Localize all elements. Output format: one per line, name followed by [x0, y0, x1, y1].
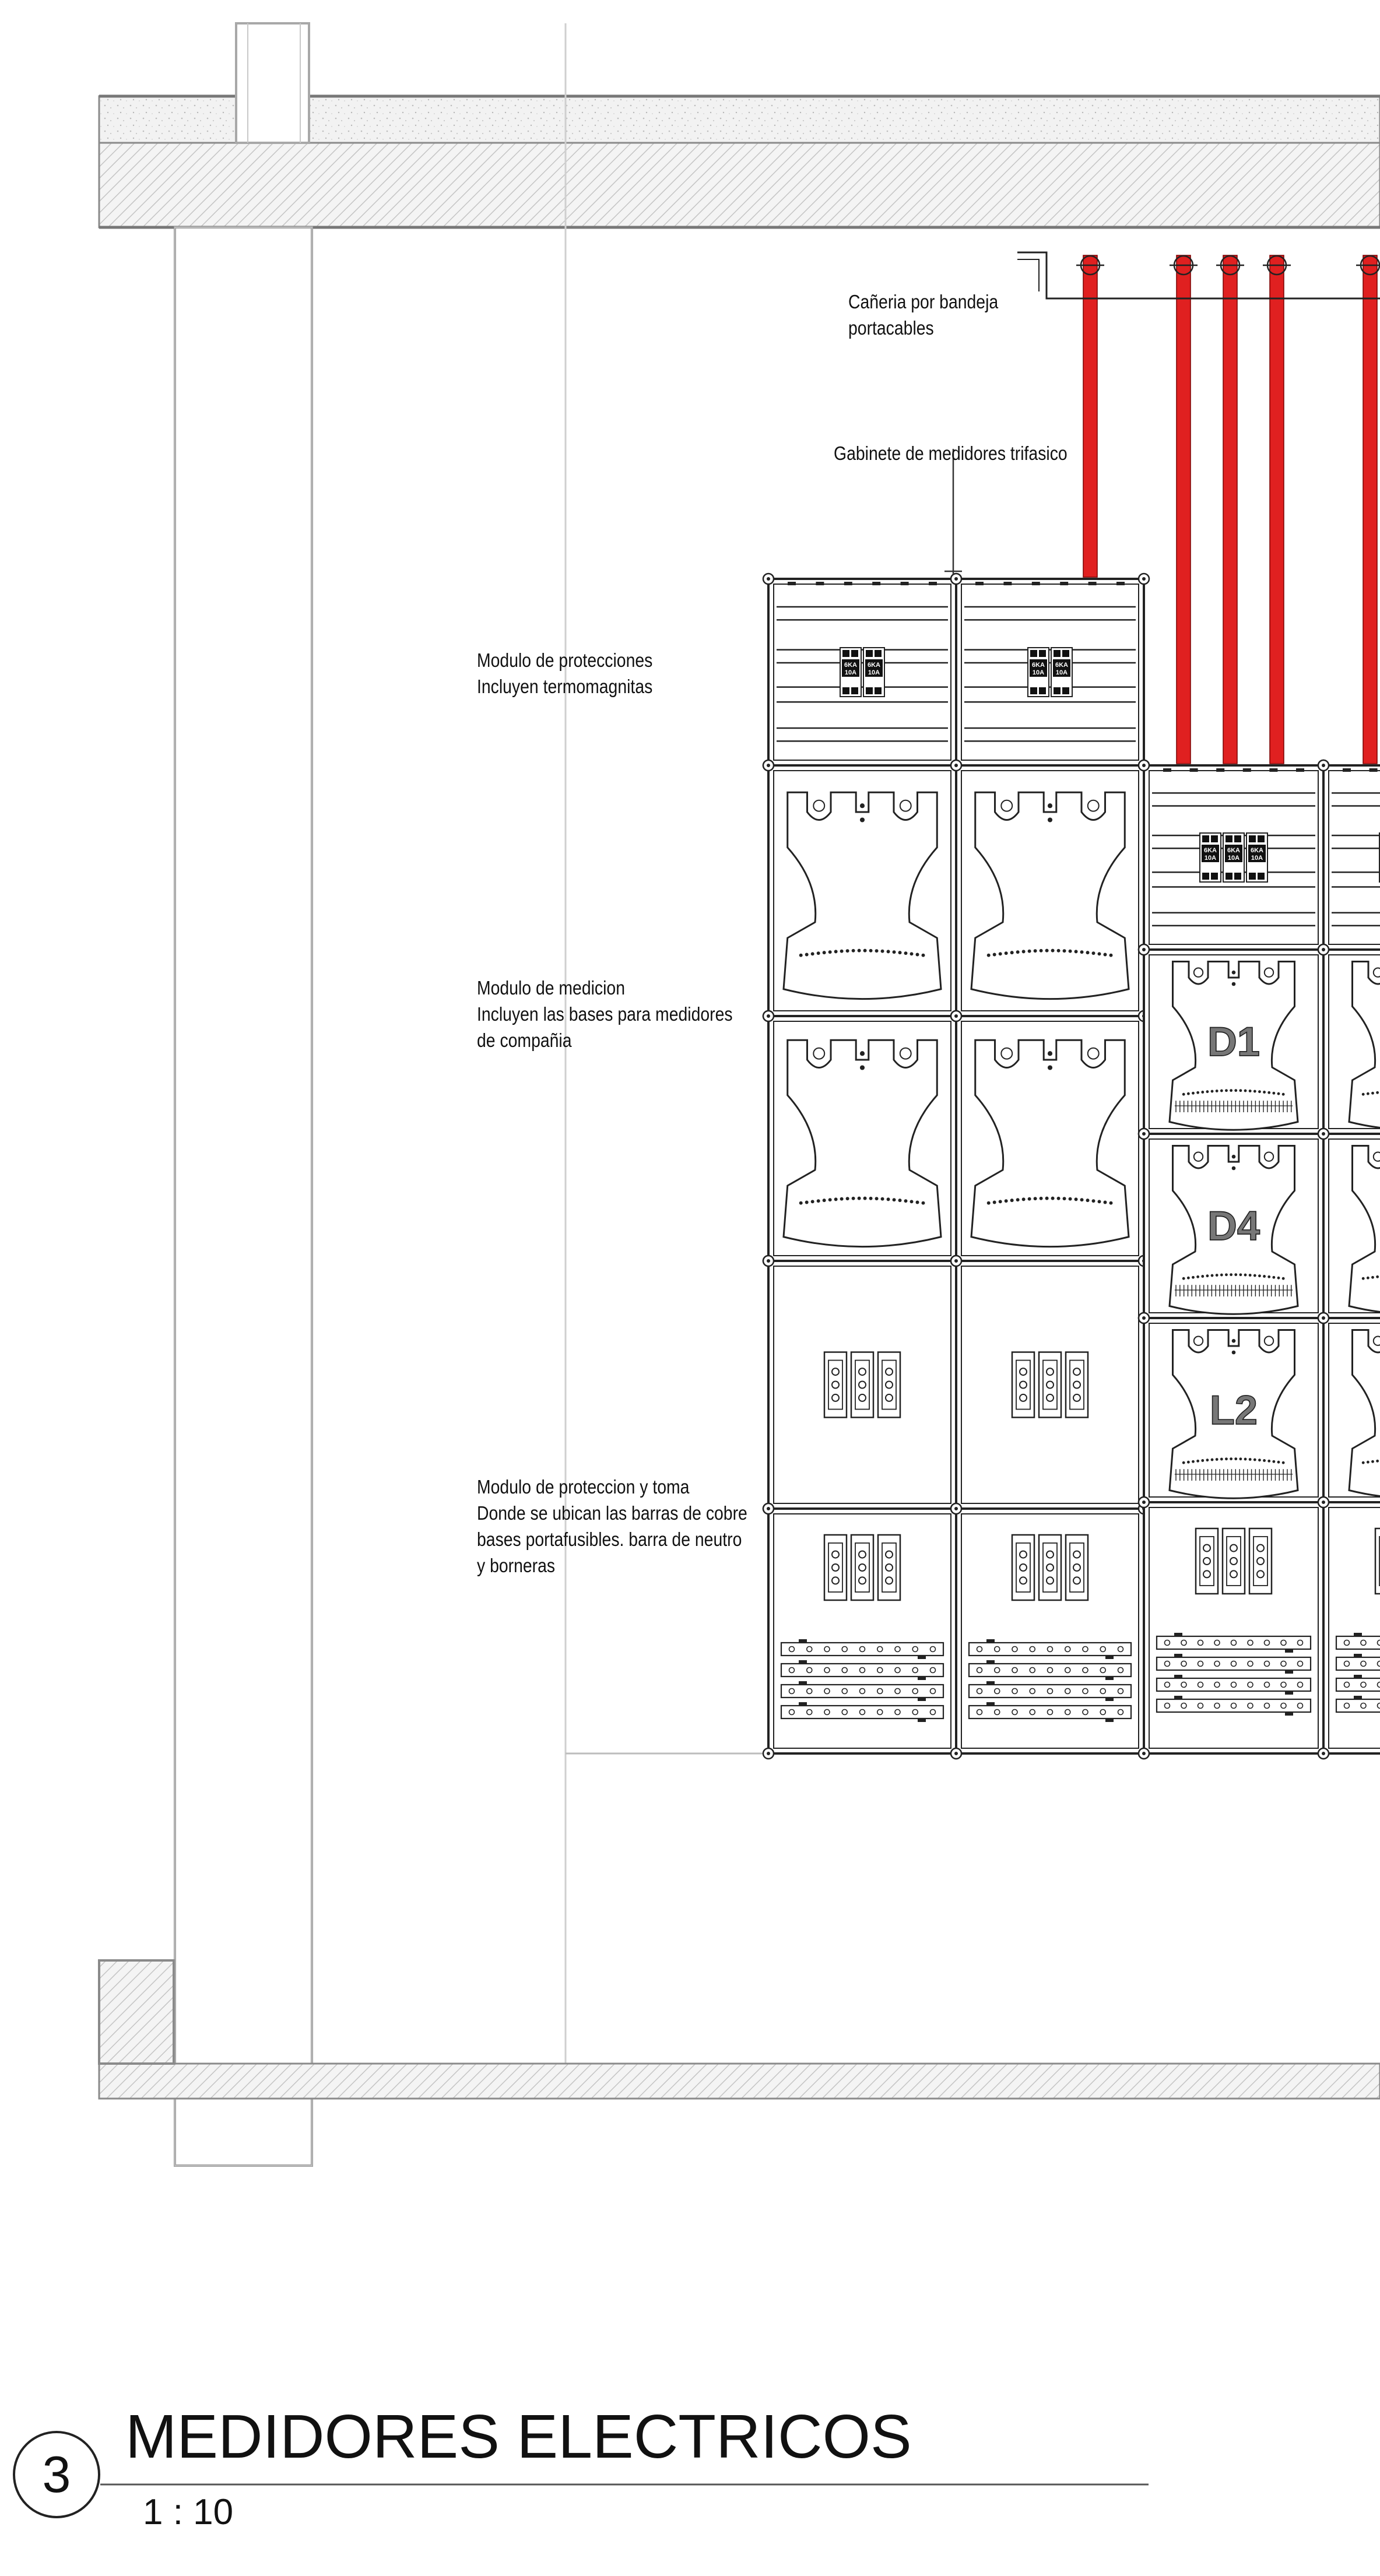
- breaker-current-text: 10A: [1204, 855, 1217, 862]
- annotation-line: Incluyen las bases para medidores: [477, 1003, 733, 1025]
- meter-label: L2: [1209, 1387, 1258, 1433]
- breaker-rating-text: 6KA: [1203, 847, 1217, 854]
- drawing-number: 3: [42, 2445, 71, 2503]
- annotation-line: Modulo de proteccion y toma: [477, 1476, 690, 1498]
- breaker-current-text: 10A: [1251, 855, 1263, 862]
- breaker-rating-text: 6KA: [1227, 847, 1241, 854]
- annotation-line: Donde se ubican las barras de cobre: [477, 1502, 747, 1524]
- annotation-line: Cañeria por bandeja: [848, 291, 999, 312]
- breaker-current-text: 10A: [1055, 669, 1068, 676]
- annotation-line: Gabinete de medidores trifasico: [834, 442, 1068, 464]
- breaker-rating-text: 6KA: [1031, 662, 1045, 669]
- breaker-current-text: 10A: [868, 669, 880, 676]
- meter-label: D1: [1207, 1018, 1260, 1065]
- annotation-line: y borneras: [477, 1555, 556, 1576]
- breaker-rating-text: 6KA: [867, 662, 881, 669]
- breaker-rating-text: 6KA: [1055, 662, 1069, 669]
- annotation-line: Modulo de medicion: [477, 977, 625, 999]
- drawing-title: MEDIDORES ELECTRICOS: [125, 2402, 912, 2471]
- breaker-current-text: 10A: [1032, 669, 1045, 676]
- annotation-line: Modulo de protecciones: [477, 649, 653, 671]
- annotation-line: bases portafusibles. barra de neutro: [477, 1528, 742, 1550]
- breaker-rating-text: 6KA: [1250, 847, 1264, 854]
- breaker-rating-text: 6KA: [844, 662, 858, 669]
- annotation-line: portacables: [848, 317, 934, 339]
- drawing-scale: 1 : 10: [143, 2492, 234, 2532]
- meter-label: D4: [1207, 1203, 1260, 1249]
- breaker-current-text: 10A: [844, 669, 857, 676]
- annotation-line: de compañia: [477, 1029, 572, 1051]
- annotation-line: Incluyen termomagnitas: [477, 676, 653, 697]
- breaker-current-text: 10A: [1227, 855, 1240, 862]
